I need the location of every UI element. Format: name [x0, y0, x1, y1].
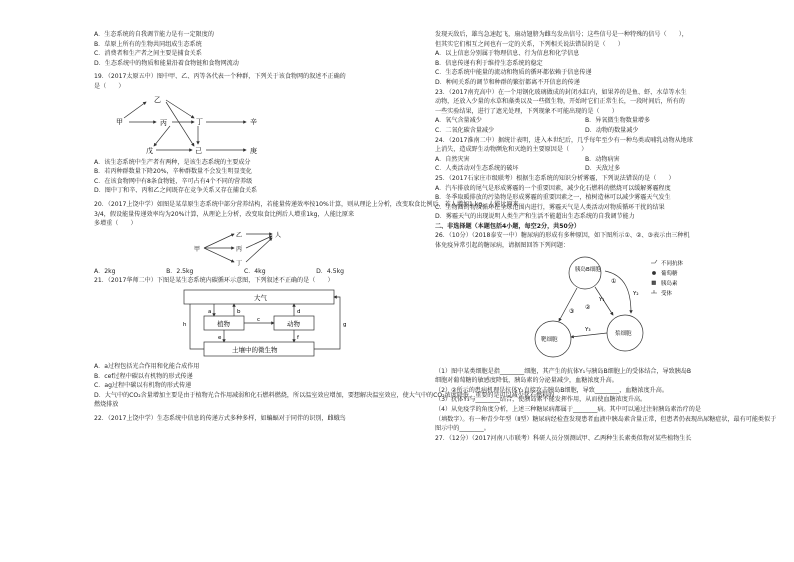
section-two-heading: 二、非选择题（本题包括4小题，每空2分，共50分）	[435, 222, 580, 230]
q19-option-c: C．在该食物网中有8条食物链，辛可占有4个不同的营养级	[94, 177, 253, 185]
q19-food-web-figure	[94, 92, 394, 158]
q26-legend-receptor: 受体	[661, 290, 673, 297]
q27-stem: 27．（12分）（2017河南八市联考）科研人员分别测试甲、乙两种生长素类似物对某些植物生长	[435, 434, 692, 442]
q19-food-web-diagram	[94, 92, 394, 158]
q20-stem-line3: 多增重（ ）	[94, 220, 137, 228]
q24-option-c: C．人类活动对生态系统的破坏	[435, 165, 519, 173]
q23-stem-line2: 动物，还放入少量的水草和藻类以及一些微生物，开始时它们正常生长，一段时间后，所有的	[435, 98, 685, 106]
q19-option-b: B．若丙种群数量下降20%，辛种群数量不会发生明显变化	[94, 168, 252, 176]
q25-option-d: D．雾霾天气的出现说明人类生产和生活不能超出生态系统的自我调节能力	[435, 213, 635, 221]
q26-stem-line2: 体免疫异常引起的糖尿病，请据图回答下列问题：	[435, 242, 570, 250]
q18-option-a: A．生态系统的自我调节能力是有一定限度的	[94, 31, 214, 38]
q22-option-a: A．以上信息分别属于物理信息、行为信息和化学信息	[435, 50, 580, 58]
q26-part4-line1: （4）从免疫学的角度分析，上述三种糖尿病都属于________病。其中可以通过注射胰岛素治疗的是	[435, 406, 701, 414]
q21-arrow-d: d	[297, 308, 301, 315]
q26-label-y2: Y₂	[633, 290, 639, 297]
q21-arrow-a: a	[208, 308, 212, 315]
q25-option-c: C．生物圈的物质循环在全球范围内进行，雾霾天气是人类活动对物质循环干扰的结果	[435, 203, 665, 211]
q20-node-b: 乙	[236, 231, 243, 239]
q21-option-b: B．cef过程中碳以有机物的形式传递	[94, 372, 193, 380]
q19-node-ji: 己	[195, 146, 202, 155]
q24-option-d: D．天敌过多	[585, 165, 621, 173]
q21-option-a: A．a过程包括光合作用和化能合成作用	[94, 362, 200, 370]
q20-node-c: 丙	[236, 245, 243, 253]
q18-option-d: D．生态系统中的物质和能量沿着食物链和食物网流动	[94, 59, 239, 67]
q22-stem-cont2: 但其实它们相互之间也有一定的关系，下列相关说法错误的是（ ）	[435, 40, 624, 48]
q26-label-y3: Y₃	[585, 326, 591, 333]
q19-node-jia: 甲	[116, 117, 123, 126]
q20-option-d: D．4.5kg	[316, 267, 344, 275]
q20-food-web-figure	[94, 229, 394, 267]
q21-option-c: C．ag过程中碳以有机物的形式传递	[94, 382, 192, 390]
q20-stem-line1: 20．（2017上饶中学）如图是某草原生态系统中部分营养结构，若能量传递效率按10%计算，则从理论上分析，改变取食比例后，若人增加1 kg，人能比原来	[94, 200, 519, 208]
q26-label-c3: ③	[569, 307, 575, 315]
q19-node-wu: 戊	[146, 146, 153, 155]
q20-option-b: B．2.5kg	[166, 267, 194, 275]
q19-stem-line2: 是（ ）	[94, 82, 125, 90]
q20-stem-line2: 3/4，假设能量传递效率均为20%计算，从理论上分析，改变取食比例后人增重1kg，人能比原来	[94, 210, 355, 218]
q19-stem-line1: 19．（2017太原五中）图中甲、乙、丙等各代表一个种群，下列关于该食物网的叙述不正确的	[94, 73, 346, 81]
right-column	[435, 30, 777, 443]
q19-option-a: A．该生态系统中生产者有两种，是该生态系统的主要成分	[94, 158, 251, 166]
q18-option-b: B．草原上所有的生物共同组成生态系统	[94, 40, 202, 48]
q21-arrow-g: g	[343, 321, 347, 328]
q20-option-c: C．4kg	[243, 267, 266, 275]
q26-legend-insulin: 胰岛素	[661, 280, 678, 287]
q23-options-row2	[435, 126, 740, 136]
q21-carbon-cycle-figure	[94, 286, 394, 362]
q26-diabetes-figure	[435, 251, 740, 367]
q24-options-row1	[435, 155, 740, 165]
q26-label-c1: ①	[611, 277, 617, 285]
q19-node-ding: 丁	[196, 117, 203, 126]
q20-node-d: 丁	[236, 259, 243, 267]
q26-part4-line2: （填数字）。有一种青少年型（Ⅱ型）糖尿病经检查发现患者血液中胰岛素含量正常，但患者仍表现出尿糖症状，最有可能类似于	[435, 415, 777, 423]
q23-option-a: A．氧气含量减少	[435, 117, 482, 125]
q24-option-a: A．自然灾害	[435, 155, 470, 163]
q26-part4-line3: 图示中的________。	[435, 425, 490, 433]
q21-arrow-f: f	[297, 334, 299, 341]
q21-arrow-c: c	[257, 316, 261, 323]
q26-label-c2: ②	[585, 303, 591, 311]
q26-part1-line1: （1）图中某类细胞是指________细胞，其产生的抗体Y₁与胰岛B细胞上的受体结合，导致胰岛B	[435, 367, 692, 375]
q21-option-d-cont: 燃烧排放	[94, 401, 119, 409]
q20-options-row	[94, 267, 344, 277]
q21-arrow-b: b	[237, 308, 241, 315]
q22-option-b: B．信息传递有利于维持生态系统的稳定	[435, 59, 543, 67]
q20-option-a: A．2kg	[94, 267, 116, 275]
q26-diabetes-diagram	[435, 251, 740, 367]
q25-option-a: A．汽车排放的尾气是形成雾霾的一个重要因素，减少化石燃料的燃烧可以缓解雾霾程度	[435, 184, 671, 192]
q26-label-plasma-cell: 浆细胞	[615, 330, 632, 337]
q21-label-atmosphere: 大气	[254, 293, 267, 302]
q21-carbon-cycle-diagram	[94, 286, 394, 362]
q21-label-animal: 动物	[287, 319, 300, 328]
q26-cell-islet	[569, 257, 601, 289]
q23-option-c: C．二氧化碳含量减少	[435, 126, 495, 134]
q24-option-b: B．动物病害	[585, 155, 620, 163]
q24-stem-line2: 上消失，造成野生动物濒危和灭绝的主要原因是（ ）	[435, 146, 588, 154]
q20-food-web-diagram	[94, 229, 394, 267]
q24-stem-line1: 24．（2017淮南二中）据统计表明，进入本世纪后，几乎每年至少有一种鸟类或哺乳动物从地球	[435, 136, 693, 144]
q20-node-e: 人	[275, 231, 282, 239]
q26-label-islet-cell: 胰岛B细胞	[575, 266, 601, 273]
q18-option-c: C．消费者和生产者之间主要是捕食关系	[94, 50, 202, 58]
q25-option-b: B．冬季取暖排放的污染物是形成雾霾的重要因素之一，植树造林可以减少雾霾天气发生	[435, 194, 671, 202]
q26-part1-line2: 细胞对葡萄糖的敏感度降低，胰岛素的分泌量减少，血糖浓度升高。	[435, 377, 618, 385]
q19-option-d: D．图中丁和辛、丙和乙之间既存在竞争关系又存在捕食关系	[94, 187, 258, 195]
q26-label-target-cell: 靶细胞	[541, 336, 558, 343]
q21-stem: 21．（2017华师二中）下图是某生态系统内碳循环示意图，下列叙述不正确的是（ ）	[94, 277, 334, 285]
q23-options-row1	[435, 116, 740, 126]
q26-stem-line1: 26．（10分）（2018泰安一中）糖尿病的形成有多种原因，如下图所示①、②、③表示由三种机	[435, 232, 690, 240]
q19-node-geng: 庚	[250, 146, 257, 155]
q23-stem-line1: 23．（2017南充高中）在一个用钢化玻璃做成的封闭水缸内，如果养的是鱼、虾、水草等水生	[435, 88, 687, 96]
q22-option-c: C．生态系统中能量的流动和物质的循环都依赖于信息传递	[435, 69, 592, 77]
q23-stem-line3: 一些实验结果，进行了遮光处理，下列现象不可能出现的是（ ）	[435, 107, 618, 115]
q21-arrow-h: h	[183, 321, 187, 328]
q26-label-y1: Y₁	[599, 296, 605, 303]
q19-node-xin: 辛	[250, 117, 257, 126]
q19-node-yi: 乙	[154, 95, 161, 104]
q22-option-d: D．种间关系的调节和种群的繁衍都离不开信息的传递	[435, 78, 580, 86]
q21-label-soil: 土壤中的微生物	[232, 345, 278, 354]
q21-arrow-e: e	[218, 334, 222, 341]
q20-node-a: 甲	[194, 245, 201, 253]
q26-legend-antibody: 不同抗体	[661, 260, 684, 267]
q26-part3: （3）抗体Y₃与________结合，使胰岛素不能发挥作用，从而使血糖浓度升高。	[435, 396, 647, 404]
q21-label-plant: 植物	[217, 319, 230, 328]
q26-legend-glucose: 葡萄糖	[661, 270, 678, 277]
q23-option-b: B．异氧微生物数量增多	[585, 117, 651, 125]
q26-part2: （2）②所示的患病机理是抗体Y₂直接攻击胰岛B细胞，导致________，血糖浓度升高。	[435, 386, 668, 394]
q22-stem-cont1: 发现天敌后，雄鸟急速起飞，扇动翅膀为雌鸟发出信号；这些信号是一种特殊的信号（ ），	[435, 31, 688, 38]
q22-stem: 22．（2017上饶中学）生态系统中信息的传递方式多种多样，如蝙蝠对于同伴的识别，雌蛾鸟	[94, 414, 346, 422]
q19-node-bing: 丙	[160, 118, 167, 127]
q24-options-row2	[435, 164, 740, 174]
q25-stem: 25．（2017石家庄市级联考）根据生态系统的知识分析雾霾，下列说法错误的是（ ）	[435, 174, 675, 182]
q21-option-d: D．大气中的CO₂含量增加主要是由于植物光合作用减弱和化石燃料燃烧，所以温室效应增加，要想解决温室效应，使大气中的CO₂浓度降低，重要的是可以减少化石燃料的	[94, 391, 555, 399]
q23-option-d: D．动物的数量减少	[585, 126, 639, 134]
